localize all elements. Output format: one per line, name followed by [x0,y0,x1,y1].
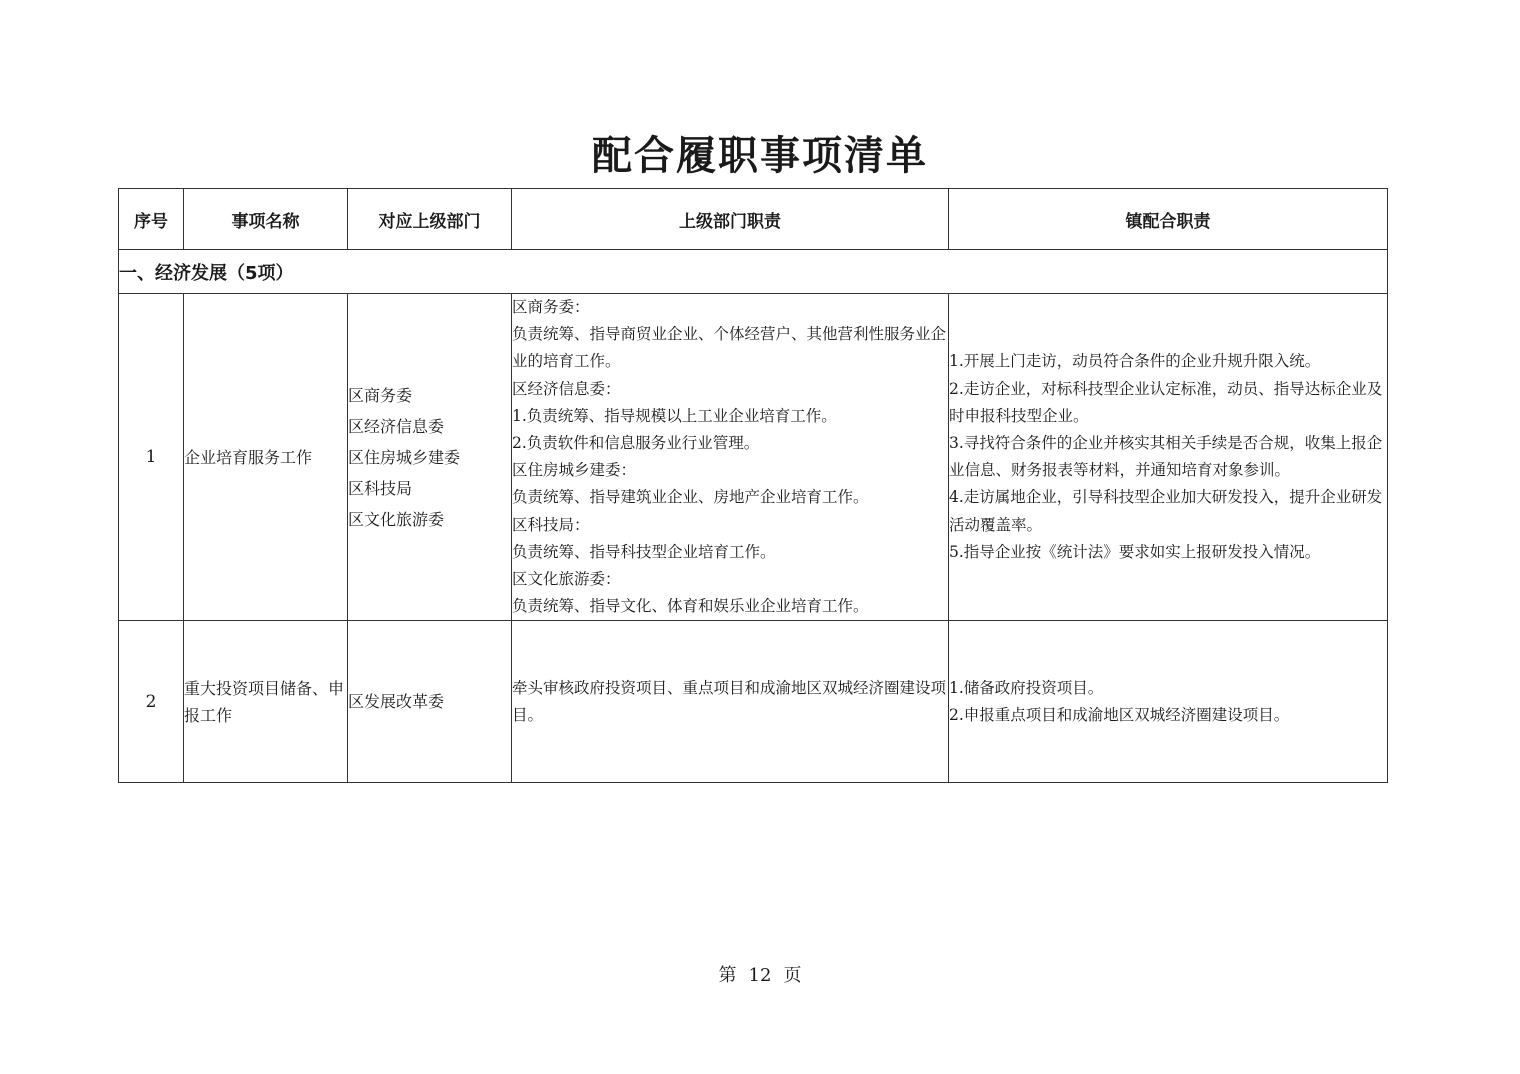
duty-line: 区商务委： [512,298,590,316]
row-number: 1 [119,294,184,621]
duty-line: 区科技局： [512,515,590,534]
superior-duty [512,621,949,783]
dept-list [348,294,512,621]
dept-item: 区文化旅游委 [348,509,445,529]
section-heading: 一、经济发展（5项） [119,250,1388,294]
table-row [119,621,1388,783]
duty-line: 负责统筹、指导建筑业企业、房地产企业培育工作。 [512,488,869,507]
section-row [119,250,1388,294]
duty-line: 区经济信息委： [512,379,621,398]
dept-item: 区发展改革委 [348,692,445,712]
town-duty-line: 5.指导企业按《统计法》要求如实上报研发投入情况。 [949,542,1321,561]
duty-line: 区住房城乡建委： [512,461,637,480]
dept-item: 区住房城乡建委 [348,447,461,467]
duties-table [118,188,1388,783]
town-duty-line: 1.开展上门走访，动员符合条件的企业升规升限入统。 [949,352,1321,371]
header-row [119,189,1388,250]
page-number-value: 12 [748,965,772,986]
duty-line: 牵头审核政府投资项目、重点项目和成渝地区双城经济圈建设项目。 [512,678,947,724]
town-duty-line: 2.走访企业，对标科技型企业认定标准，动员、指导达标企业及时申报科技型企业。 [949,379,1383,425]
town-duty [949,621,1388,783]
dept-item: 区商务委 [348,385,413,405]
header-no: 序号 [119,189,184,250]
page-title: 配合履职事项清单 [592,132,928,179]
page-number [0,962,1520,990]
header-name: 事项名称 [184,189,348,250]
page-prefix: 第 [718,965,737,986]
header-duty: 上级部门职责 [512,189,949,250]
duty-line: 负责统筹、指导商贸业企业、个体经营户、其他营利性服务业企业的培育工作。 [512,325,947,371]
item-name: 企业培育服务工作 [184,294,348,621]
town-duty-line: 1.储备政府投资项目。 [949,678,1104,697]
table-row [119,294,1388,621]
item-name: 重大投资项目储备、申报工作 [184,621,348,783]
superior-duty [512,294,949,621]
page-suffix: 页 [783,965,802,986]
town-duty-line: 2.申报重点项目和成渝地区双城经济圈建设项目。 [949,705,1290,724]
duty-line: 1.负责统筹、指导规模以上工业企业培育工作。 [512,406,837,425]
dept-item: 区科技局 [348,478,413,498]
town-duty-line: 4.走访属地企业，引导科技型企业加大研发投入，提升企业研发活动覆盖率。 [949,488,1383,534]
duty-line: 2.负责软件和信息服务业行业管理。 [512,434,760,453]
duty-line: 区文化旅游委： [512,570,621,589]
header-dept: 对应上级部门 [348,189,512,250]
duty-line: 负责统筹、指导文化、体育和娱乐业企业培育工作。 [512,597,869,616]
dept-list [348,621,512,783]
duty-line: 负责统筹、指导科技型企业培育工作。 [512,542,776,561]
dept-item: 区经济信息委 [348,416,445,436]
header-town: 镇配合职责 [949,189,1388,250]
town-duty-line: 3.寻找符合条件的企业并核实其相关手续是否合规，收集上报企业信息、财务报表等材料，并通知培育对象参训。 [949,434,1383,480]
row-number: 2 [119,621,184,783]
town-duty [949,294,1388,621]
